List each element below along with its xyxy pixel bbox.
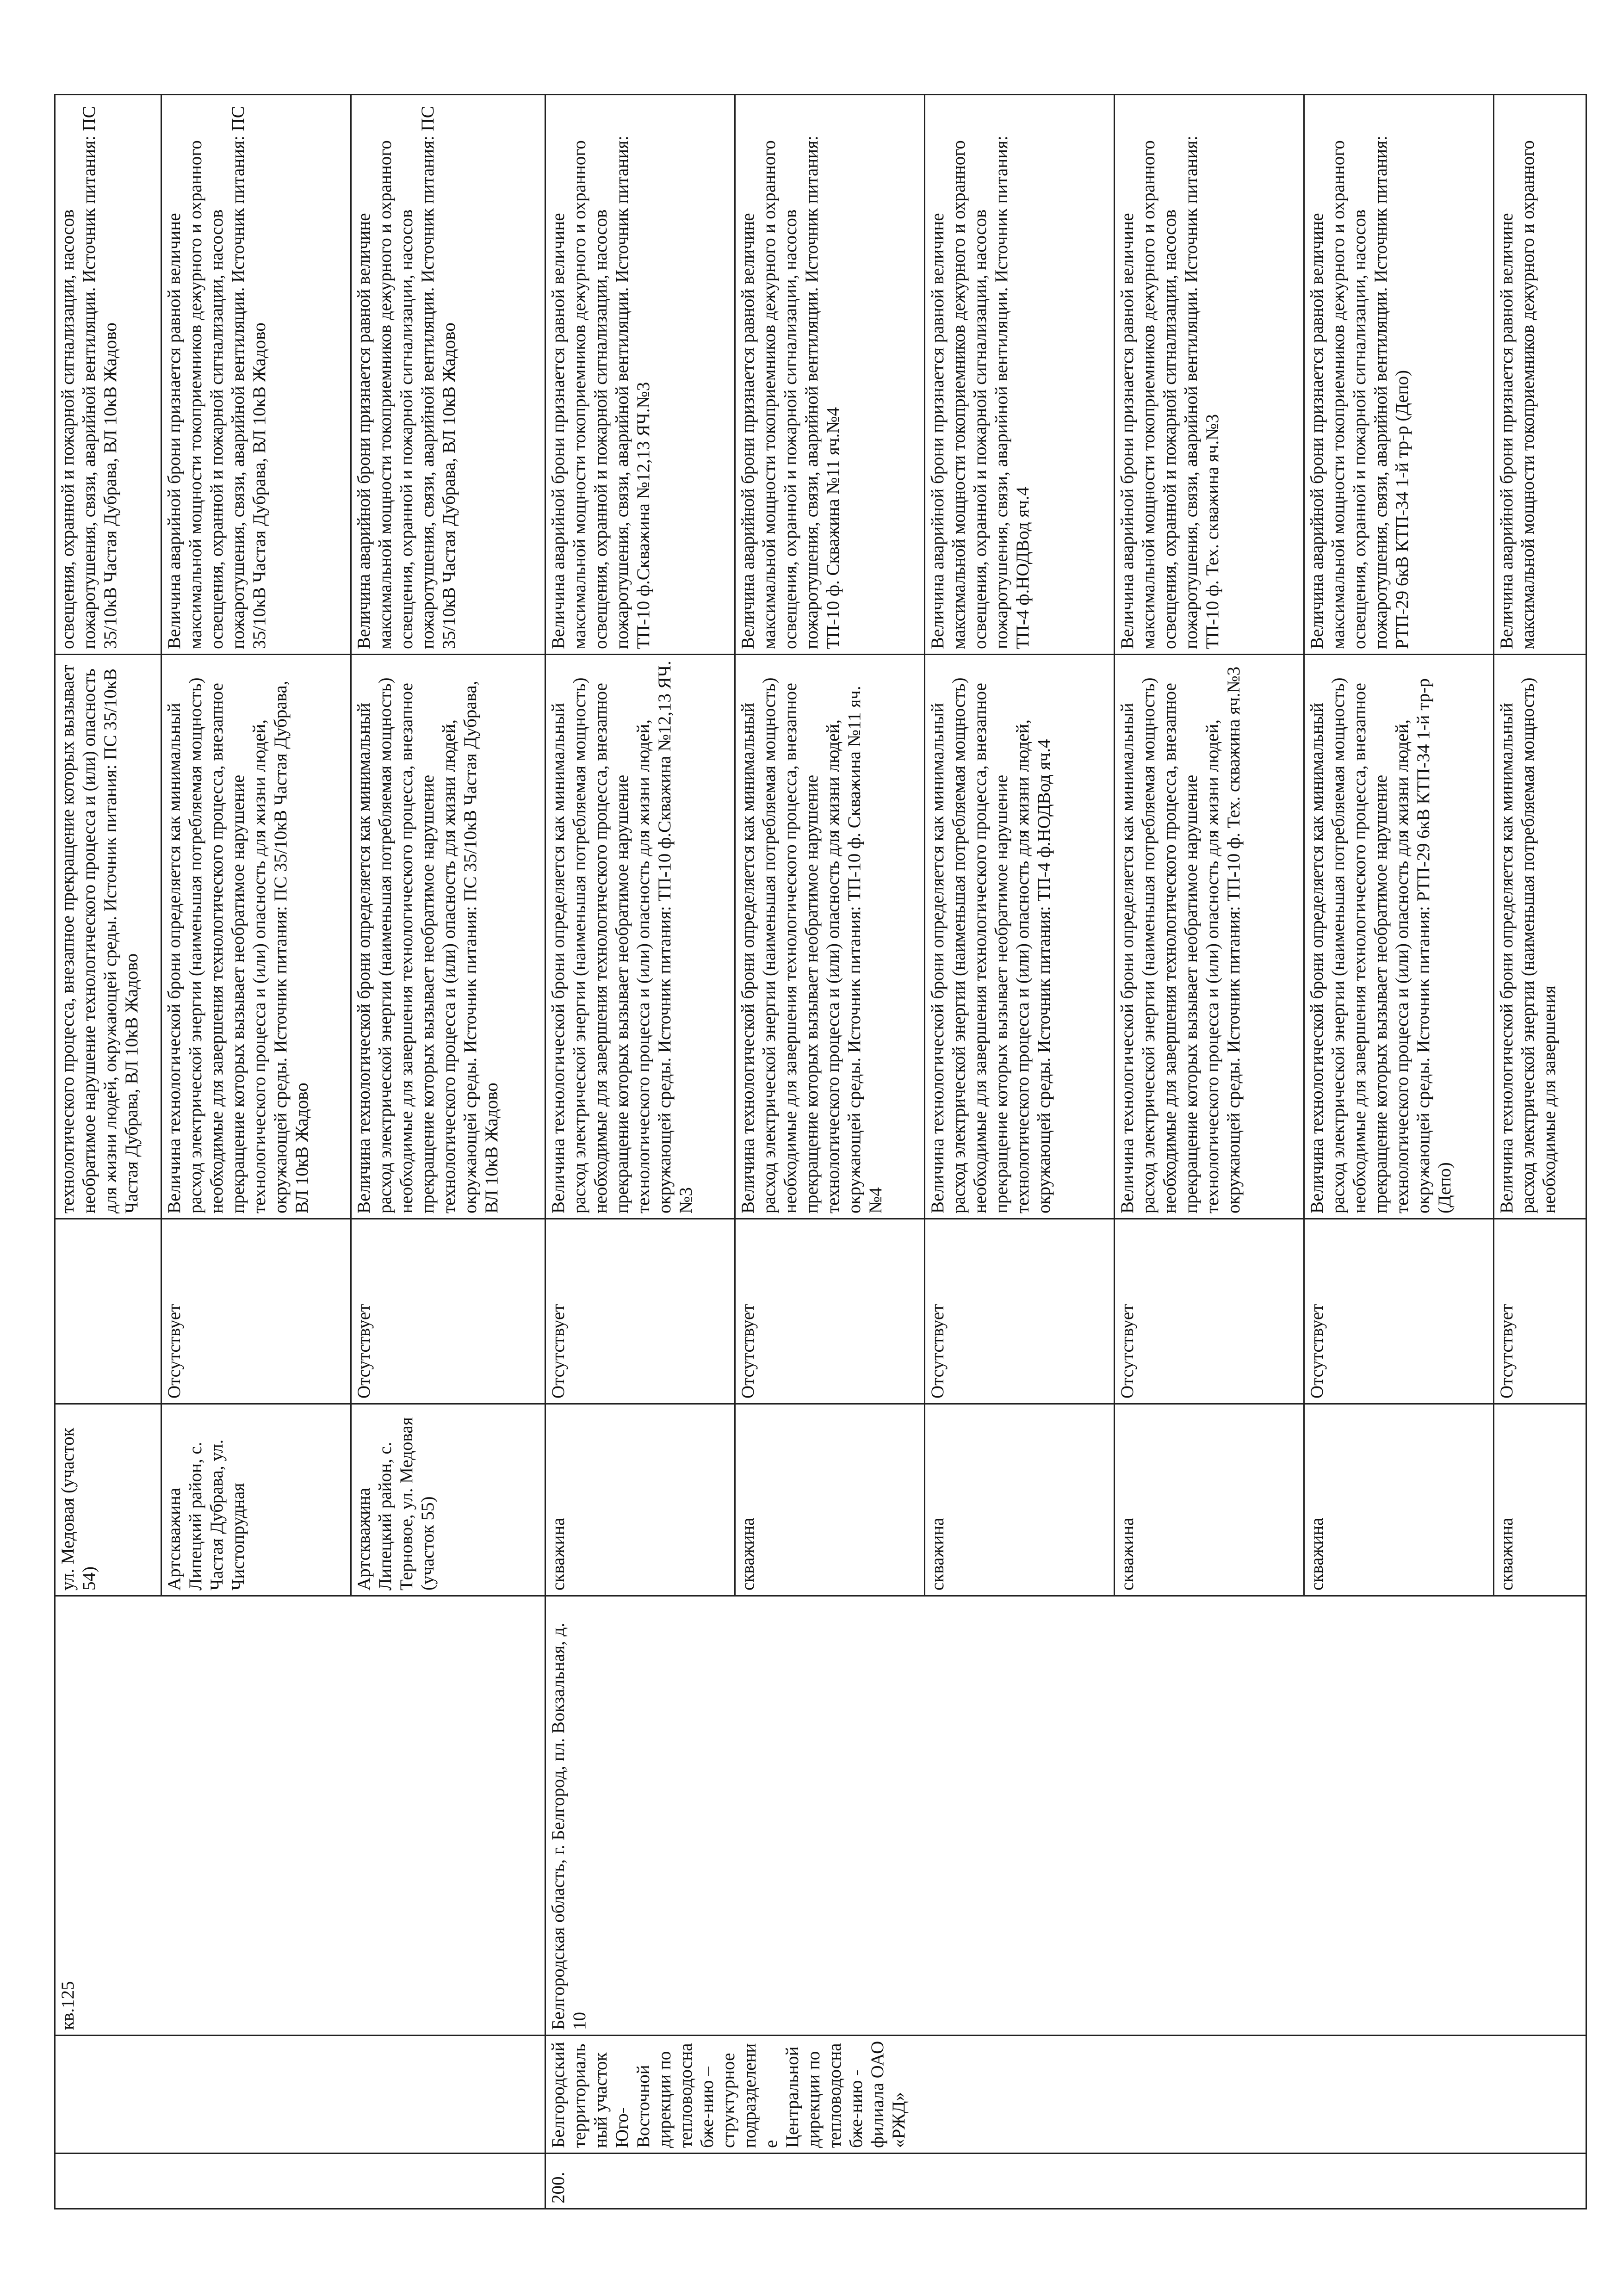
rotated-table-container [54, 95, 1581, 2209]
object-cell: скважина [545, 1404, 735, 1596]
object-cell: скважина [1115, 1404, 1304, 1596]
emergency-reserve-cell: Величина аварийной брони признается равной величине максимальной мощности токоприемников дежурного и охранного освещения, охранной и пожарной сигнализации, насосов пожаротушения, связи, аварийной вентиляции. Источник питания: ТП-4 ф.НОДВод яч.4 [925, 95, 1115, 655]
organization-cell [55, 2036, 545, 2154]
emergency-reserve-cell: Величина аварийной брони признается равной величине максимальной мощности токоприемников дежурного и охранного освещения, охранной и пожарной сигнализации, насосов пожаротушения, связи, аварийной вентиляции. Источник питания: ТП-10 ф.Скважина №12,13 ЯЧ.№3 [545, 95, 735, 655]
organization-cell: Белгородский территориальный участок Юго-Восточной дирекции по тепловодоснабже-нию – структурное подразделение Центральной дирекции по тепловодоснабже-нию - филиала ОАО «РЖД» [545, 2036, 1586, 2154]
tech-reserve-cell: Величина технологической брони определяется как минимальный расход электрической энергии (наименьшая потребляемая мощность) необходимые для завершения технологического процесса, внезапное прекращение которых вызывает необратимое нарушение технологического процесса и (или) опасность для жизни людей, окружающей среды. Источник питания: ПС 35/10кВ Частая Дубрава, ВЛ 10кВ Жадово [351, 655, 545, 1219]
reserve-table [54, 94, 1587, 2209]
object-cell: скважина [1494, 1404, 1586, 1596]
tech-reserve-cell: технологического процесса, внезапное прекращение которых вызывает необратимое нарушение технологического процесса и (или) опасность для жизни людей, окружающей среды. Источник питания: ПС 35/10кВ Частая Дубрава, ВЛ 10кВ Жадово [55, 655, 161, 1219]
emergency-reserve-cell: Величина аварийной брони признается равной величине максимальной мощности токоприемников дежурного и охранного [1494, 95, 1586, 655]
address-cell: кв.125 [55, 1596, 545, 2036]
object-cell: Артскважина Липецкий район, с. Частая Дубрава, ул. Чистопрудная [161, 1404, 351, 1596]
tech-reserve-cell: Величина технологической брони определяется как минимальный расход электрической энергии (наименьшая потребляемая мощность) необходимые для завершения технологического процесса, внезапное прекращение которых вызывает необратимое нарушение технологического процесса и (или) опасность для жизни людей, окружающей среды. Источник питания: ТП-10 ф. Тех. скважина яч.№3 [1115, 655, 1304, 1219]
emergency-reserve-cell: Величина аварийной брони признается равной величине максимальной мощности токоприемников дежурного и охранного освещения, охранной и пожарной сигнализации, насосов пожаротушения, связи, аварийной вентиляции. Источник питания: ТП-10 ф. Скважина №11 яч.№4 [735, 95, 925, 655]
tech-reserve-cell: Величина технологической брони определяется как минимальный расход электрической энергии (наименьшая потребляемая мощность) необходимые для завершения технологического процесса, внезапное прекращение которых вызывает необратимое нарушение технологического процесса и (или) опасность для жизни людей, окружающей среды. Источник питания: ПС 35/10кВ Частая Дубрава, ВЛ 10кВ Жадово [161, 655, 351, 1219]
emergency-reserve-cell: освещения, охранной и пожарной сигнализации, насосов пожаротушения, связи, аварийной вентиляции. Источник питания: ПС 35/10кВ Частая Дубрава, ВЛ 10кВ Жадово [55, 95, 161, 655]
reserve-cell [55, 1219, 161, 1404]
address-cell: Белгородская область, г. Белгород, пл. Вокзальная, д. 10 [545, 1596, 1586, 2036]
object-cell: Артскважина Липецкий район, с. Терновое, ул. Медовая (участок 55) [351, 1404, 545, 1596]
object-cell: ул. Медовая (участок 54) [55, 1404, 161, 1596]
reserve-cell: Отсутствует [925, 1219, 1115, 1404]
object-cell: скважина [735, 1404, 925, 1596]
emergency-reserve-cell: Величина аварийной брони признается равной величине максимальной мощности токоприемников дежурного и охранного освещения, охранной и пожарной сигнализации, насосов пожаротушения, связи, аварийной вентиляции. Источник питания: ТП-10 ф. Тех. скважина яч.№3 [1115, 95, 1304, 655]
tech-reserve-cell: Величина технологической брони определяется как минимальный расход электрической энергии (наименьшая потребляемая мощность) необходимые для завершения [1494, 655, 1586, 1219]
object-cell: скважина [925, 1404, 1115, 1596]
emergency-reserve-cell: Величина аварийной брони признается равной величине максимальной мощности токоприемников дежурного и охранного освещения, охранной и пожарной сигнализации, насосов пожаротушения, связи, аварийной вентиляции. Источник питания: ПС 35/10кВ Частая Дубрава, ВЛ 10кВ Жадово [161, 95, 351, 655]
reserve-cell: Отсутствует [1115, 1219, 1304, 1404]
object-cell: скважина [1304, 1404, 1494, 1596]
tech-reserve-cell: Величина технологической брони определяется как минимальный расход электрической энергии (наименьшая потребляемая мощность) необходимые для завершения технологического процесса, внезапное прекращение которых вызывает необратимое нарушение технологического процесса и (или) опасность для жизни людей, окружающей среды. Источник питания: ТП-4 ф.НОДВод яч.4 [925, 655, 1115, 1219]
reserve-cell: Отсутствует [735, 1219, 925, 1404]
reserve-cell: Отсутствует [351, 1219, 545, 1404]
emergency-reserve-cell: Величина аварийной брони признается равной величине максимальной мощности токоприемников дежурного и охранного освещения, охранной и пожарной сигнализации, насосов пожаротушения, связи, аварийной вентиляции. Источник питания: РТП-29 6кВ КТП-34 1-й тр-р (Депо) [1304, 95, 1494, 655]
number-cell [55, 2154, 545, 2209]
table-row [545, 95, 735, 2209]
tech-reserve-cell: Величина технологической брони определяется как минимальный расход электрической энергии (наименьшая потребляемая мощность) необходимые для завершения технологического процесса, внезапное прекращение которых вызывает необратимое нарушение технологического процесса и (или) опасность для жизни людей, окружающей среды. Источник питания: РТП-29 6кВ КТП-34 1-й тр-р (Депо) [1304, 655, 1494, 1219]
reserve-cell: Отсутствует [161, 1219, 351, 1404]
table-row [55, 95, 161, 2209]
tech-reserve-cell: Величина технологической брони определяется как минимальный расход электрической энергии (наименьшая потребляемая мощность) необходимые для завершения технологического процесса, внезапное прекращение которых вызывает необратимое нарушение технологического процесса и (или) опасность для жизни людей, окружающей среды. Источник питания: ТП-10 ф. Скважина №11 яч.№4 [735, 655, 925, 1219]
tech-reserve-cell: Величина технологической брони определяется как минимальный расход электрической энергии (наименьшая потребляемая мощность) необходимые для завершения технологического процесса, внезапное прекращение которых вызывает необратимое нарушение технологического процесса и (или) опасность для жизни людей, окружающей среды. Источник питания: ТП-10 ф.Скважина №12,13 ЯЧ.№3 [545, 655, 735, 1219]
reserve-cell: Отсутствует [1494, 1219, 1586, 1404]
emergency-reserve-cell: Величина аварийной брони признается равной величине максимальной мощности токоприемников дежурного и охранного освещения, охранной и пожарной сигнализации, насосов пожаротушения, связи, аварийной вентиляции. Источник питания: ПС 35/10кВ Частая Дубрава, ВЛ 10кВ Жадово [351, 95, 545, 655]
number-cell: 200. [545, 2154, 1586, 2209]
reserve-cell: Отсутствует [545, 1219, 735, 1404]
reserve-cell: Отсутствует [1304, 1219, 1494, 1404]
